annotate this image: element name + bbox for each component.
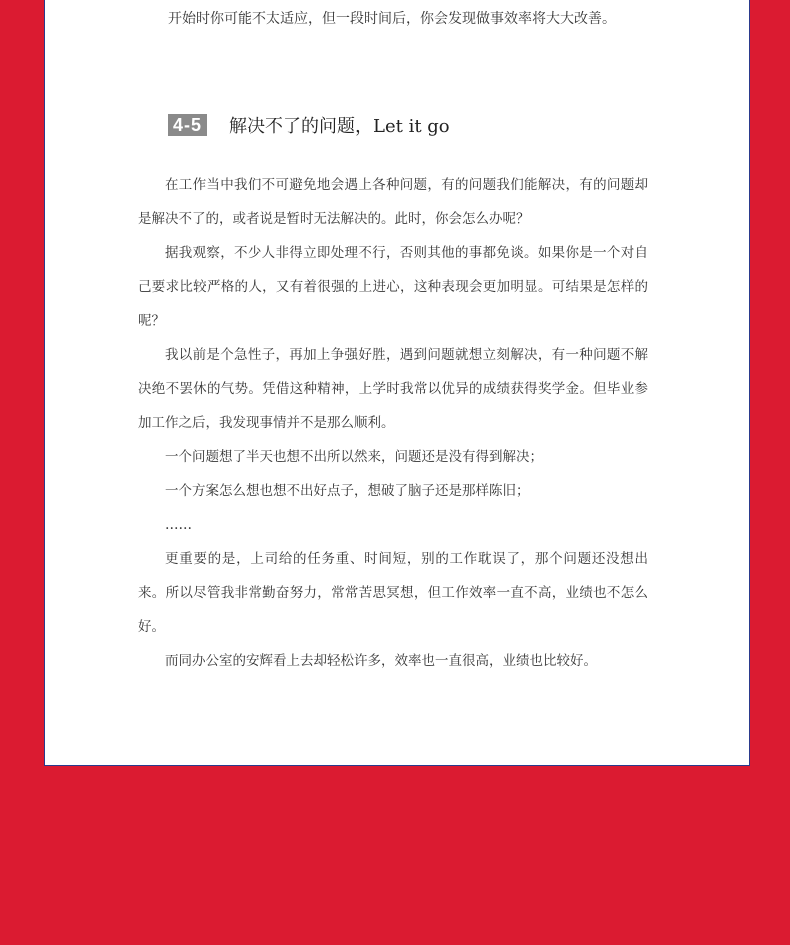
section-body	[138, 168, 648, 678]
paragraph: 而同办公室的安辉看上去却轻松许多，效率也一直很高，业绩也比较好。	[165, 653, 597, 669]
section-number-badge: 4-5	[168, 114, 207, 136]
section-title: 解决不了的问题，Let it go	[229, 116, 450, 137]
paragraph: 更重要的是，上司给的任务重、时间短，别的工作耽误了，那个问题还没想出来。所以尽管我非常勤奋努力，常常苦思冥想，但工作效率一直不高，业绩也不怎么好。	[138, 551, 648, 635]
ellipsis-paragraph: ……	[165, 517, 192, 533]
book-page	[44, 0, 750, 766]
paragraph: 我以前是个急性子，再加上争强好胜，遇到问题就想立刻解决，有一种问题不解决绝不罢休的气势。凭借这种精神，上学时我常以优异的成绩获得奖学金。但毕业参加工作之后，我发现事情并不是那么顺利。	[138, 347, 648, 431]
paragraph: 一个问题想了半天也想不出所以然来，问题还是没有得到解决；	[165, 449, 543, 465]
section-heading	[168, 112, 450, 138]
previous-paragraph-ending: 开始时你可能不太适应，但一段时间后，你会发现做事效率将大大改善。	[168, 11, 616, 27]
paragraph: 在工作当中我们不可避免地会遇上各种问题，有的问题我们能解决，有的问题却是解决不了的，或者说是暂时无法解决的。此时，你会怎么办呢？	[138, 177, 648, 227]
paragraph: 一个方案怎么想也想不出好点子，想破了脑子还是那样陈旧；	[165, 483, 530, 499]
paragraph: 据我观察，不少人非得立即处理不行，否则其他的事都免谈。如果你是一个对自己要求比较严格的人，又有着很强的上进心，这种表现会更加明显。可结果是怎样的呢？	[138, 245, 648, 329]
